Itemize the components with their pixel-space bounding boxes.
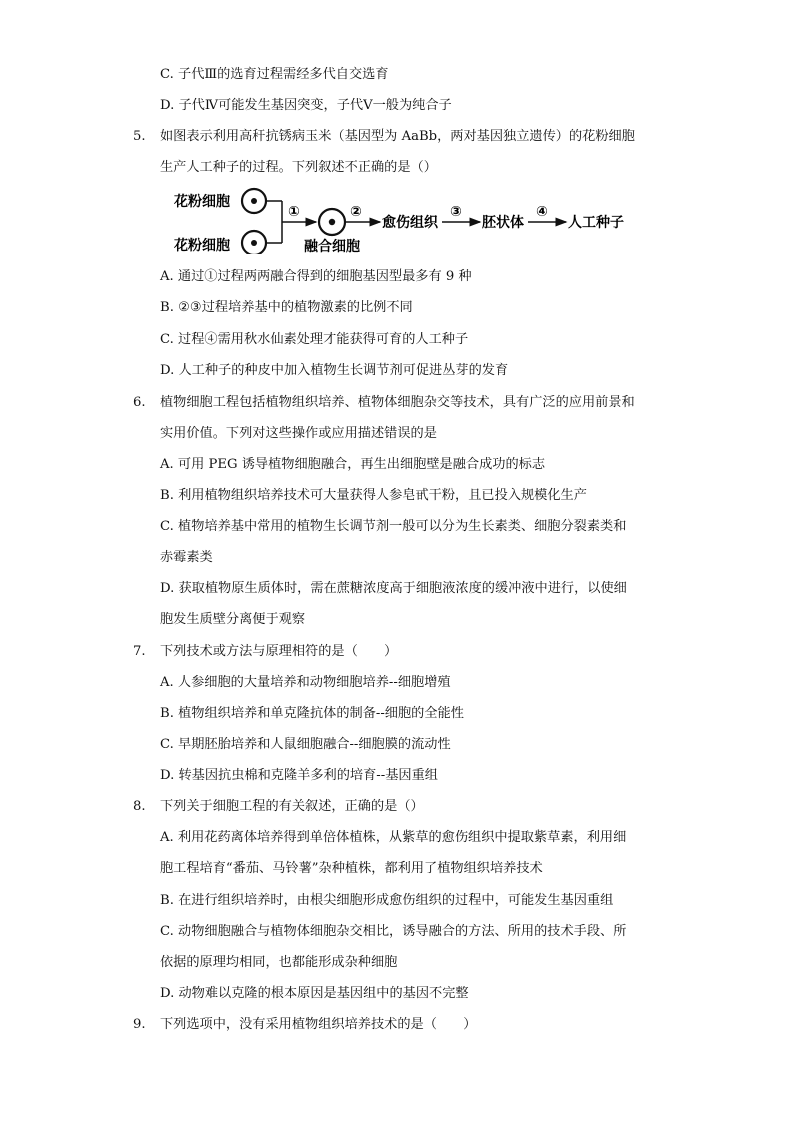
question-8-stem: 下列关于细胞工程的有关叙述，正确的是（） [160, 799, 424, 814]
step-3-label: ③ [450, 204, 462, 220]
step-4-label: ④ [536, 204, 548, 220]
question-5-stem-1: 如图表示利用高秆抗锈病玉米（基因型为 AaBb，两对基因独立遗传）的花粉细胞 [160, 129, 635, 144]
option-d-q4: D. 子代Ⅳ可能发生基因突变，子代Ⅴ一般为纯合子 [160, 98, 452, 113]
question-5-option-a: A. 通过①过程两两融合得到的细胞基因型最多有 9 种 [160, 269, 472, 284]
pollen-cell-nucleus-2 [251, 240, 257, 246]
question-6-option-c-2: 赤霉素类 [160, 550, 213, 565]
question-6-option-d-1: D. 获取植物原生质体时，需在蔗糖浓度高于细胞液浓度的缓冲液中进行，以使细 [160, 581, 627, 596]
fused-cell-nucleus [329, 219, 335, 225]
question-number-5: 5. [133, 129, 146, 144]
process-diagram [170, 184, 640, 254]
question-8-option-c-1: C. 动物细胞融合与植物体细胞杂交相比，诱导融合的方法、所用的技术手段、所 [160, 924, 627, 939]
callus-label: 愈伤组织 [382, 215, 438, 231]
question-9-stem: 下列选项中，没有采用植物组织培养技术的是（ ） [160, 1017, 477, 1032]
question-7-option-b: B. 植物组织培养和单克隆抗体的制备--细胞的全能性 [160, 706, 464, 721]
question-6-option-a: A. 可用 PEG 诱导植物细胞融合，再生出细胞壁是融合成功的标志 [160, 457, 546, 472]
question-6-option-c-1: C. 植物培养基中常用的植物生长调节剂一般可以分为生长素类、细胞分裂素类和 [160, 519, 627, 534]
step-1-label: ① [288, 204, 300, 220]
question-8-option-b: B. 在进行组织培养时，由根尖细胞形成愈伤组织的过程中，可能发生基因重组 [160, 893, 614, 908]
question-6-stem-2: 实用价值。下列对这些操作或应用描述错误的是 [160, 426, 437, 441]
question-5-option-b: B. ②③过程培养基中的植物激素的比例不同 [160, 300, 413, 315]
question-6-option-d-2: 胞发生质壁分离便于观察 [160, 612, 306, 627]
question-8-option-a-1: A. 利用花药离体培养得到单倍体植株，从紫草的愈伤组织中提取紫草素，利用细 [160, 830, 627, 845]
step-2-label: ② [350, 204, 362, 220]
question-8-option-a-2: 胞工程培育“番茄、马铃薯”杂种植株，都利用了植物组织培养技术 [160, 861, 543, 876]
question-5-option-c: C. 过程④需用秋水仙素处理才能获得可育的人工种子 [160, 332, 469, 347]
question-7-option-a: A. 人参细胞的大量培养和动物细胞培养--细胞增殖 [160, 675, 451, 690]
pollen-cell-nucleus-1 [251, 198, 257, 204]
question-6-stem-1: 植物细胞工程包括植物组织培养、植物体细胞杂交等技术，具有广泛的应用前景和 [160, 395, 635, 410]
pollen-cell-label-2: 花粉细胞 [174, 238, 230, 254]
question-8-option-c-2: 依据的原理均相同，也都能形成杂种细胞 [160, 955, 398, 970]
artificial-seed-label: 人工种子 [568, 215, 624, 231]
fused-cell-label: 融合细胞 [304, 239, 360, 254]
question-number-8: 8. [133, 799, 146, 814]
question-7-option-d: D. 转基因抗虫棉和克隆羊多利的培育--基因重组 [160, 768, 438, 783]
question-8-option-d: D. 动物难以克隆的根本原因是基因组中的基因不完整 [160, 986, 469, 1001]
question-5-option-d: D. 人工种子的种皮中加入植物生长调节剂可促进丛芽的发育 [160, 363, 509, 378]
question-7-option-c: C. 早期胚胎培养和人鼠细胞融合--细胞膜的流动性 [160, 737, 451, 752]
question-number-6: 6. [133, 395, 146, 410]
embryoid-label: 胚状体 [482, 215, 524, 231]
question-5-stem-2: 生产人工种子的过程。下列叙述不正确的是（） [160, 160, 437, 175]
question-number-7: 7. [133, 644, 146, 659]
question-number-9: 9. [133, 1017, 146, 1032]
pollen-cell-label-1: 花粉细胞 [174, 194, 230, 210]
option-c-q4: C. 子代Ⅲ的选育过程需经多代自交选育 [160, 67, 389, 82]
question-7-stem: 下列技术或方法与原理相符的是（ ） [160, 644, 398, 659]
question-6-option-b: B. 利用植物组织培养技术可大量获得人参皂甙干粉，且已投入规模化生产 [160, 488, 587, 503]
